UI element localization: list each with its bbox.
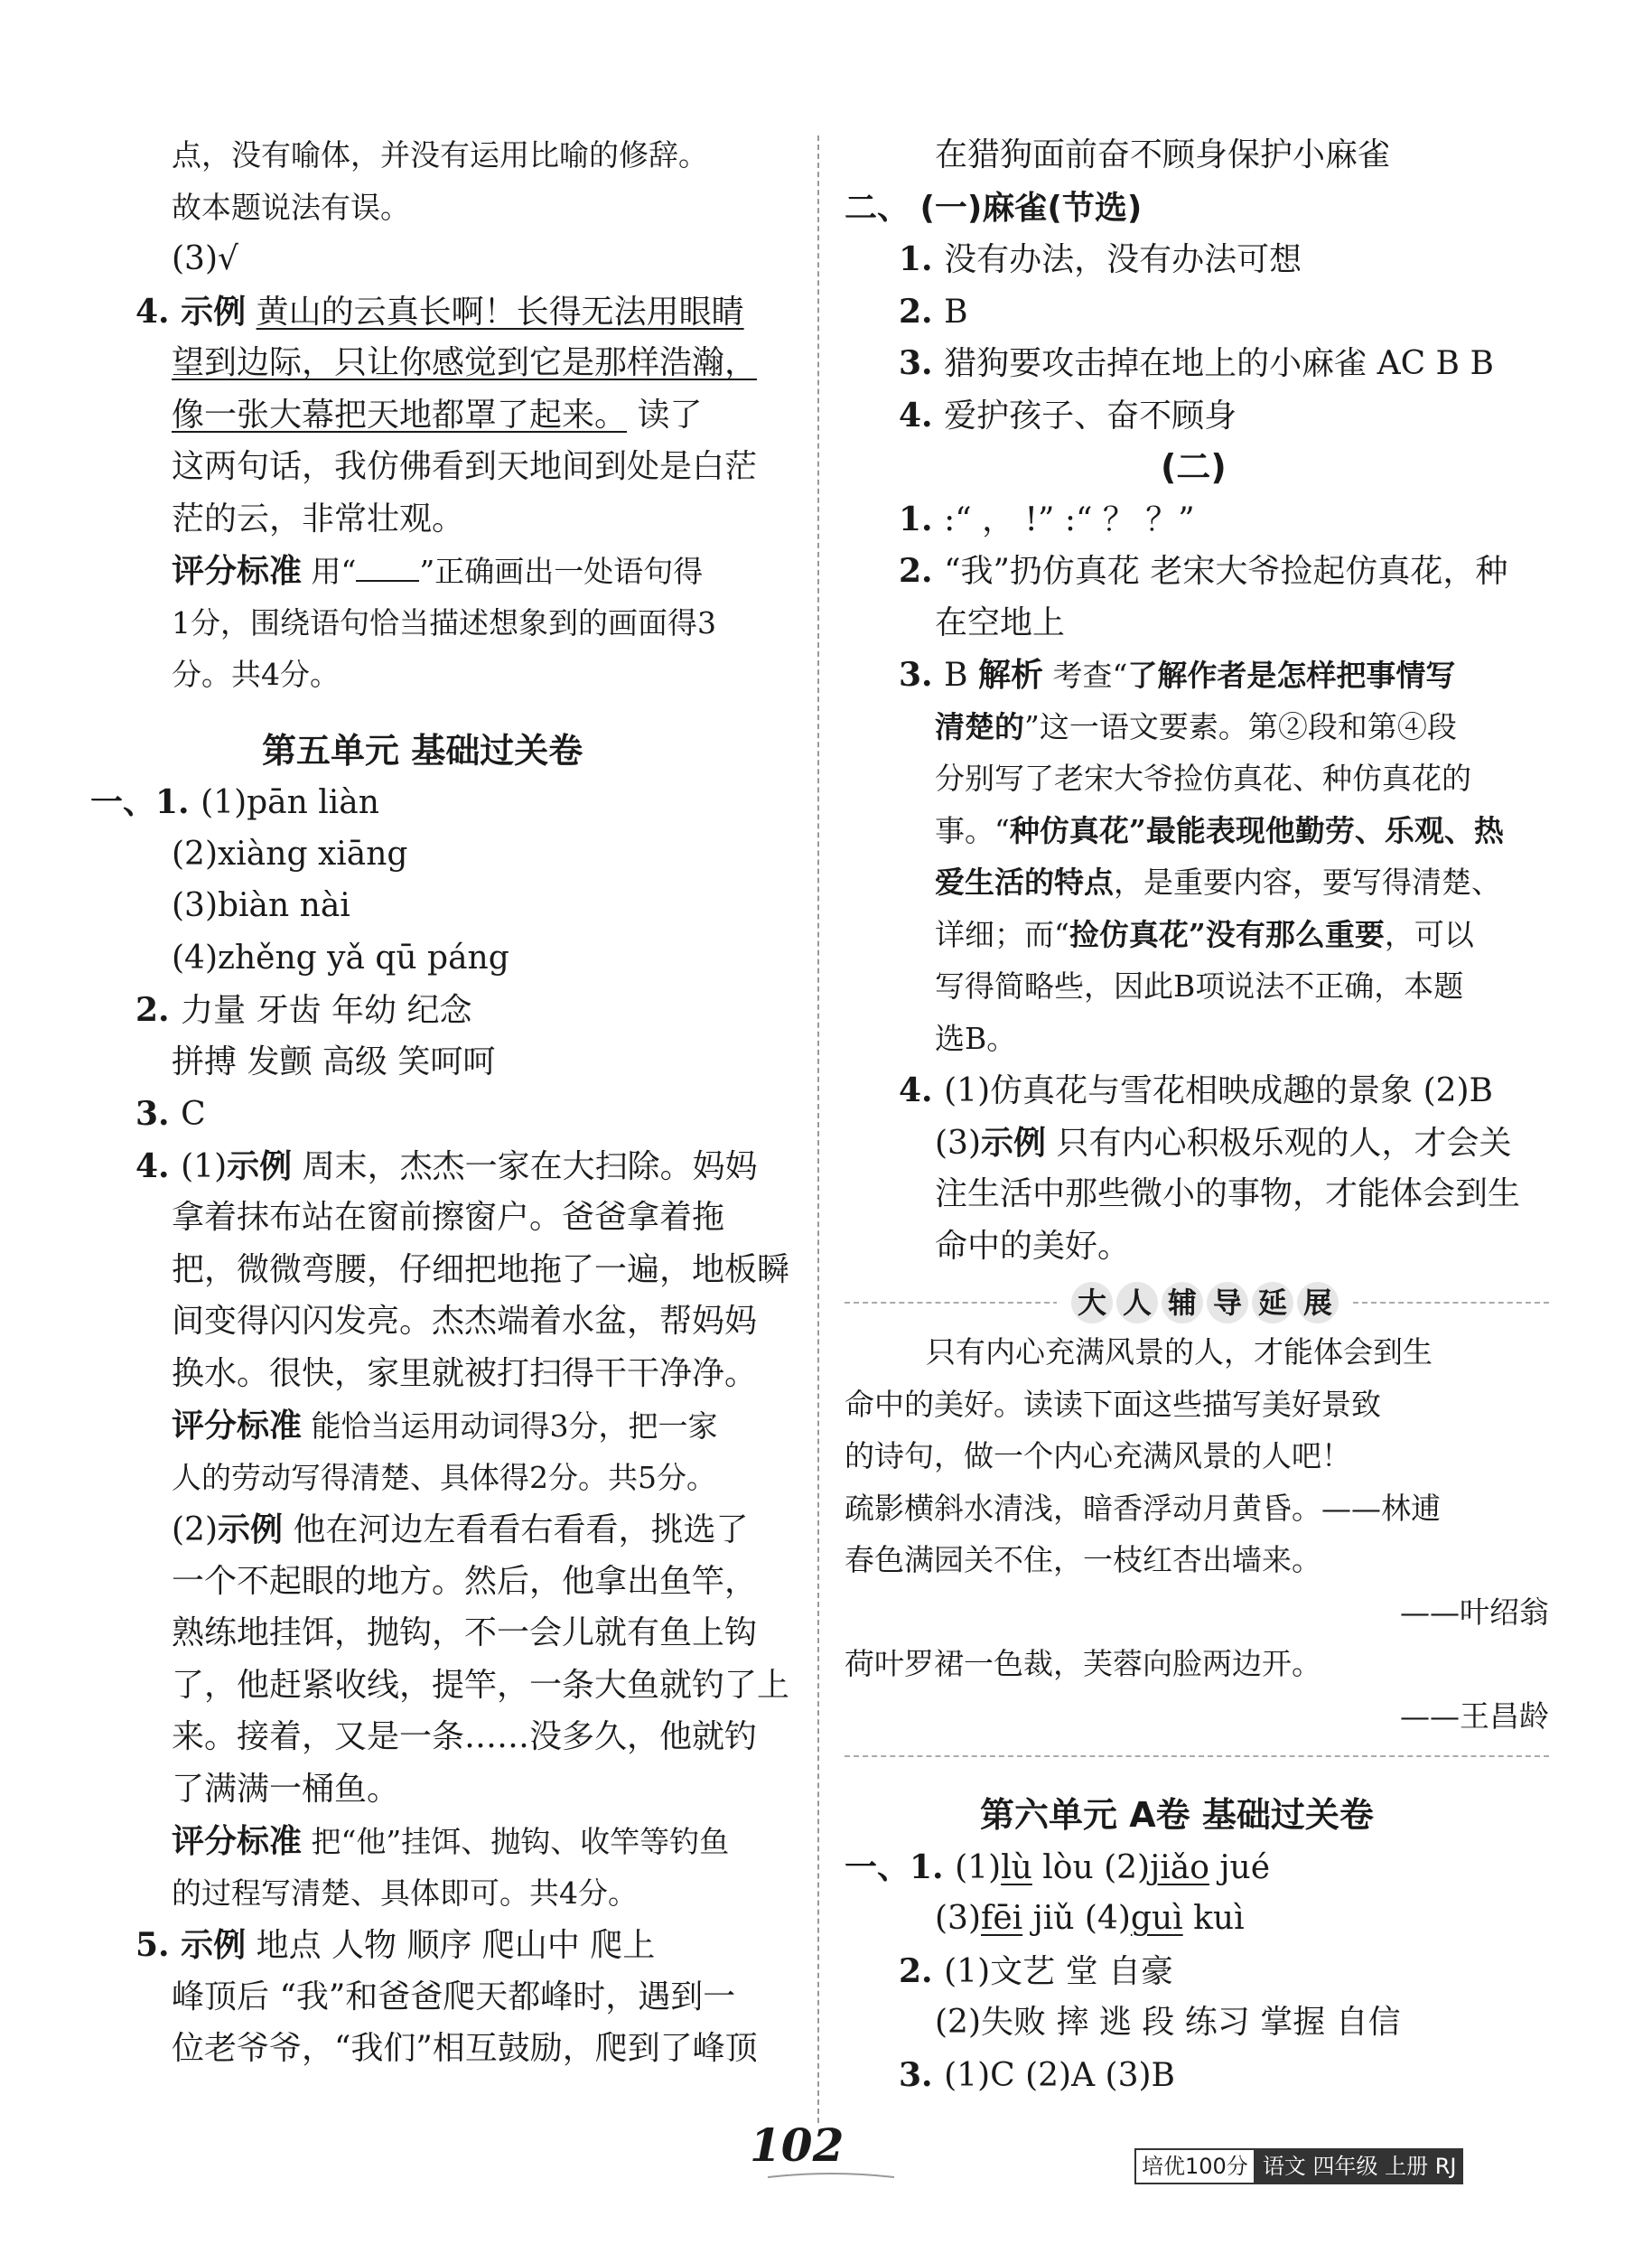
text-segment: 示例: [218, 1510, 284, 1548]
text-segment: 5.: [135, 1926, 182, 1964]
extension-header: [845, 1286, 1549, 1320]
book-name: 培优100分: [1134, 2148, 1255, 2184]
text-line: [899, 1951, 1173, 1991]
extension-title-char: 展: [1297, 1282, 1339, 1323]
text-segment: 他在河边左看看右看看，挑选了: [283, 1511, 749, 1548]
text-line: [172, 1874, 638, 1913]
text-segment: 只有内心积极乐观的人，才会关: [1046, 1124, 1512, 1162]
text-line: [935, 863, 1501, 902]
text-segment: kuì: [1182, 1900, 1245, 1937]
text-segment: 的诗句，做一个内心充满风景的人吧！: [845, 1438, 1351, 1473]
text-segment: 拼搏 发颤 高级 笑呵呵: [172, 1043, 496, 1080]
text-segment: [246, 294, 256, 331]
text-line: [172, 2029, 758, 2069]
text-segment: 清楚的: [935, 708, 1024, 744]
text-line: [935, 1123, 1511, 1163]
extension-title-char: 导: [1207, 1282, 1248, 1323]
text-segment: 周末，杰杰一家在大扫除。妈妈: [292, 1147, 758, 1185]
text-line: [926, 1333, 1433, 1372]
text-segment: 拿着抹布站在窗前擦窗户。爸爸拿着拖: [172, 1199, 725, 1236]
text-segment: 评分标准: [172, 1407, 303, 1445]
text-segment: 二、: [845, 188, 910, 227]
text-line: [135, 1146, 758, 1186]
text-line: [172, 1770, 399, 1809]
text-segment: 1.: [899, 240, 945, 278]
text-segment: 猎狗要攻击掉在地上的小麻雀 AC B B: [944, 345, 1494, 382]
text-segment: 2.: [135, 991, 182, 1029]
text-line: [899, 396, 1237, 435]
text-segment: 来。接着，又是一条……没多久，他就钓: [172, 1718, 758, 1755]
text-line: [172, 343, 757, 383]
text-segment: 4.: [135, 292, 182, 331]
text-segment: 熟练地挂饵，抛钩，不一会儿就有鱼上钩: [172, 1614, 758, 1651]
text-line: [899, 655, 1455, 695]
text-line: [172, 1717, 757, 1757]
text-segment: 了解作者是怎样把事情写: [1127, 658, 1456, 693]
text-segment: 点，没有喻体，并没有运用比喻的修辞。: [172, 137, 708, 173]
text-line: [935, 707, 1457, 747]
text-segment: jué: [1209, 1848, 1271, 1886]
text-segment: 3.: [899, 2055, 945, 2094]
text-segment: ”这一语文要素。第②段和第④段: [1024, 708, 1457, 744]
text-segment: 像一张大幕把天地都罩了起来。: [172, 396, 628, 434]
text-line: [935, 915, 1474, 955]
section-title: (二): [1161, 447, 1227, 487]
text-segment: 详细；而“: [935, 916, 1069, 952]
text-segment: 分。共4分。: [172, 657, 340, 692]
text-line: [135, 1094, 206, 1134]
text-line: [172, 500, 464, 539]
text-segment: 了满满一桶鱼。: [172, 1770, 400, 1808]
text-segment: jiǔ (4): [1022, 1900, 1131, 1937]
text-segment: 读了: [627, 396, 703, 434]
text-segment: 一个不起眼的地方。然后，他拿出鱼竿，: [172, 1562, 758, 1600]
text-segment: 评分标准: [172, 552, 303, 590]
text-segment: 疏影横斜水清浅，暗香浮动月黄昏。——林逋: [845, 1490, 1441, 1526]
text-line: [172, 551, 703, 591]
text-segment: 人的劳动写得清楚、具体得2分。共5分。: [172, 1459, 716, 1495]
text-segment: 示例: [227, 1146, 293, 1185]
extension-title: [1057, 1282, 1353, 1323]
text-line: [172, 1043, 495, 1082]
text-segment: 2.: [899, 552, 945, 590]
text-segment: (3): [935, 1900, 981, 1937]
text-segment: [910, 190, 919, 227]
text-segment: 爱护孩子、奋不顾身: [944, 397, 1237, 435]
column-divider: [817, 136, 819, 2123]
text-segment: 示例: [181, 292, 247, 331]
text-segment: 4.: [135, 1146, 182, 1185]
text-line: [935, 1227, 1130, 1267]
text-line: [172, 886, 350, 926]
text-segment: 分别写了老宋大爷捡仿真花、种仿真花的: [935, 761, 1471, 796]
text-line: [172, 447, 757, 487]
text-segment: 解析: [978, 656, 1044, 694]
text-segment: 4.: [899, 1071, 945, 1109]
text-segment: (1)pān liàn: [201, 784, 379, 821]
text-segment: 位老爷爷，“我们”相互鼓励，爬到了峰顶: [172, 2030, 758, 2067]
text-line: [899, 239, 1302, 279]
text-segment: 故本题说法有误。: [172, 189, 410, 225]
text-line: [845, 1489, 1441, 1529]
text-line: [172, 239, 238, 279]
text-segment: 在猎狗面前奋不顾身保护小麻雀: [935, 136, 1391, 173]
text-segment: 1分，围绕语句恰当描述想象到的画面得3: [172, 604, 716, 641]
text-line: [172, 655, 340, 695]
text-line: [172, 1666, 789, 1706]
page-number: 102: [750, 2118, 845, 2172]
text-segment: (2): [172, 1511, 218, 1548]
text-segment: 命中的美好。: [935, 1227, 1131, 1265]
text-segment: (1)C (2)A (3)B: [944, 2056, 1175, 2094]
text-line: [935, 603, 1065, 643]
section-title: 第六单元 A卷 基础过关卷: [980, 1795, 1374, 1835]
page-footer: [0, 2078, 1652, 2186]
text-line: [90, 782, 379, 822]
text-segment: 力量 牙齿 年幼 纪念: [181, 992, 472, 1029]
extension-title-char: 辅: [1162, 1282, 1203, 1323]
text-segment: (4)zhěng yǎ qū páng: [172, 939, 509, 977]
text-segment: 一、1.: [90, 783, 201, 821]
text-segment: 能恰当运用动词得3分，把一家: [302, 1408, 718, 1444]
text-segment: 2.: [899, 292, 945, 331]
text-segment: 4.: [899, 396, 945, 435]
text-segment: 示例: [181, 1926, 247, 1964]
text-line: [172, 1821, 729, 1861]
text-segment: 1.: [899, 500, 945, 538]
text-line: [172, 835, 407, 874]
text-segment: 评分标准: [172, 1822, 303, 1860]
text-segment: 3.: [899, 656, 945, 694]
section-title: 第五单元 基础过关卷: [262, 730, 583, 771]
text-line: [935, 2003, 1401, 2043]
text-segment: :“ ， !” :“ ？ ？”: [944, 500, 1195, 538]
text-segment: 换水。很快，家里就被打扫得干干净净。: [172, 1354, 758, 1392]
text-segment: ，是重要内容，要写得清楚、: [1114, 865, 1501, 900]
text-segment: (1): [955, 1848, 1002, 1886]
text-line: [172, 1978, 735, 2017]
text-segment: (3)√: [172, 240, 238, 277]
text-segment: (1)文艺 堂 自豪: [944, 1952, 1174, 1990]
text-line: [172, 1562, 757, 1602]
text-segment: (一)麻雀(节选): [919, 189, 1143, 227]
text-line: [845, 1697, 1549, 1736]
text-line: [935, 1174, 1520, 1214]
text-line: [845, 1540, 1321, 1580]
text-line: [172, 1510, 748, 1549]
text-segment: 没有办法，没有办法可想: [944, 241, 1302, 278]
text-segment: 黄山的云真长啊！长得无法用眼睛: [256, 293, 744, 331]
text-segment: jiǎo: [1150, 1848, 1209, 1886]
text-segment: 地点 人物 顺序 爬山中 爬上: [246, 1927, 656, 1964]
text-segment: 示例: [981, 1123, 1047, 1162]
text-line: [845, 1385, 1381, 1425]
page-number-swoosh: [768, 2172, 894, 2181]
text-line: [935, 1019, 1016, 1059]
text-segment: (3): [935, 1124, 981, 1162]
text-line: [172, 136, 708, 175]
text-line: [899, 1071, 1493, 1110]
text-segment: ——叶绍翁: [1400, 1594, 1549, 1630]
extension-title-char: 人: [1116, 1282, 1158, 1323]
text-segment: 3.: [135, 1095, 182, 1133]
text-line: [172, 188, 410, 228]
text-segment: 把“他”挂饵、抛钩、收竿等钓鱼: [302, 1824, 730, 1859]
text-segment: B: [944, 657, 979, 694]
text-line: [172, 1250, 789, 1290]
text-line: [172, 1613, 757, 1653]
text-line: [135, 990, 471, 1030]
text-line: [899, 551, 1507, 591]
section-rule: [845, 1755, 1549, 1757]
text-segment: 考查“: [1043, 658, 1128, 693]
text-segment: ——王昌龄: [1400, 1697, 1549, 1734]
text-line: [845, 1593, 1549, 1632]
text-line: [899, 343, 1494, 383]
text-segment: ，可以: [1384, 916, 1474, 952]
text-segment: 望到边际，只让你感觉到它是那样浩瀚，: [172, 344, 758, 381]
book-info: 语文 四年级 上册 RJ: [1255, 2148, 1464, 2184]
text-line: [899, 292, 968, 332]
text-segment: (3)biàn nài: [172, 887, 350, 924]
text-segment: 峰顶后 “我”和爸爸爬天都峰时，遇到一: [172, 1978, 736, 2015]
text-segment: 荷叶罗裙一色裁，芙蓉向脸两边开。: [845, 1646, 1321, 1681]
text-segment: 命中的美好。读读下面这些描写美好景致: [845, 1386, 1381, 1422]
text-segment: lòu (2): [1031, 1848, 1151, 1886]
text-segment: (1)仿真花与雪花相映成趣的景象 (2)B: [944, 1072, 1494, 1109]
text-segment: 一、1.: [845, 1847, 956, 1886]
text-segment: (2)xiàng xiāng: [172, 835, 408, 873]
text-segment: B: [944, 293, 968, 331]
text-line: [845, 1644, 1321, 1684]
text-line: [845, 1847, 1270, 1887]
book-tag: [1134, 2148, 1463, 2184]
text-segment: 选B。: [935, 1020, 1017, 1056]
text-line: [845, 188, 1142, 228]
text-segment: 春色满园关不住，一枝红杏出墙来。: [845, 1542, 1321, 1577]
text-line: [172, 1458, 716, 1498]
extension-title-char: 延: [1252, 1282, 1293, 1323]
text-line: [135, 1925, 655, 1965]
text-segment: 2.: [899, 1951, 945, 1990]
text-line: [172, 1354, 757, 1394]
extension-title-char: 大: [1071, 1282, 1113, 1323]
text-line: [935, 967, 1463, 1006]
text-line: [172, 939, 509, 978]
text-line: [172, 1302, 757, 1342]
text-segment: 茫的云，非常壮观。: [172, 500, 465, 538]
text-line: [935, 811, 1504, 851]
text-segment: 写得简略些，因此B项说法不正确，本题: [935, 968, 1464, 1004]
text-segment: 把，微微弯腰，仔细把地拖了一遍，地板瞬: [172, 1250, 790, 1288]
text-line: [899, 500, 1195, 539]
text-line: [172, 1406, 718, 1445]
text-segment: 事。“: [935, 812, 1010, 848]
text-segment: ”正确画出一处语句得: [419, 554, 704, 589]
text-line: [935, 759, 1471, 799]
text-segment: 的过程写清楚、具体即可。共4分。: [172, 1875, 638, 1911]
text-segment: C: [181, 1096, 206, 1133]
text-segment: fēi: [981, 1900, 1023, 1937]
text-segment: 捡仿真花”没有那么重要: [1069, 916, 1385, 952]
text-line: [172, 1198, 724, 1238]
text-segment: 这两句话，我仿佛看到天地间到处是白茫: [172, 448, 758, 485]
text-line: [935, 1899, 1245, 1939]
text-segment: 间变得闪闪发亮。杰杰端着水盆，帮妈妈: [172, 1303, 758, 1340]
text-segment: 注生活中那些微小的事物，才能体会到生: [935, 1175, 1521, 1212]
text-line: [845, 1436, 1351, 1476]
text-segment: 爱生活的特点: [935, 865, 1114, 900]
text-segment: lù: [1001, 1848, 1032, 1886]
text-segment: guì: [1130, 1900, 1183, 1937]
text-segment: “我”扔仿真花 老宋大爷捡起仿真花，种: [944, 553, 1508, 590]
text-line: [135, 292, 744, 332]
text-segment: (1): [181, 1147, 228, 1185]
text-segment: (2)失败 摔 逃 段 练习 掌握 自信: [935, 2004, 1401, 2041]
text-segment: 在空地上: [935, 603, 1066, 641]
text-segment: 种仿真花”最能表现他勤劳、乐观、热: [1009, 812, 1504, 848]
text-line: [935, 136, 1390, 175]
text-segment: 只有内心充满风景的人，才能体会到生: [926, 1334, 1433, 1370]
text-line: [172, 603, 716, 643]
text-segment: [356, 553, 419, 582]
text-segment: 3.: [899, 344, 945, 382]
text-line: [172, 396, 702, 435]
text-segment: 了，他赶紧收线，提竿，一条大鱼就钓了上: [172, 1666, 790, 1704]
text-segment: 用“: [302, 554, 357, 589]
